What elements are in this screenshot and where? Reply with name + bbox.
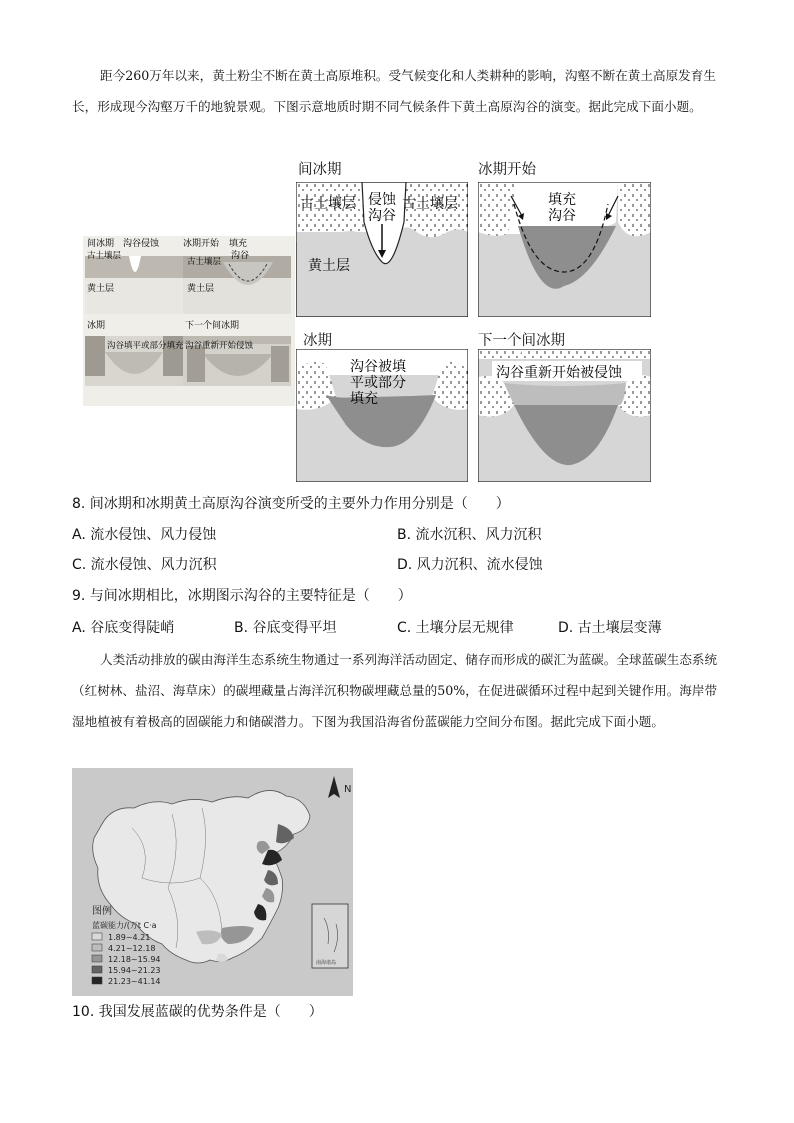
svg-text:下一个间冰期: 下一个间冰期 [185, 321, 240, 331]
svg-text:12.18~15.94: 12.18~15.94 [108, 955, 161, 964]
panel-3-center-2: 平或部分 [350, 375, 406, 391]
svg-text:填充: 填充 [229, 239, 248, 249]
question-8-option-c[interactable]: C. 流水侵蚀、风力沉积 [72, 557, 217, 573]
svg-text:沟谷填平或部分填充: 沟谷填平或部分填充 [107, 341, 184, 351]
panel-interglacial [296, 182, 468, 317]
passage-1: 距今260万年以来，黄土粉尘不断在黄土高原堆积。受气候变化和人类耕种的影响，沟壑不断在黄土高原发育生长，形成现今沟壑万千的地貌景观。下图示意地质时期不同气候条件下黄土高原沟谷的演变。据此完成下面小题。 [72, 68, 716, 114]
panel-4-title: 下一个间冰期 [478, 333, 565, 349]
question-9-option-a[interactable]: A. 谷底变得陡峭 [72, 620, 175, 636]
passage-2: 人类活动排放的碳由海洋生态系统生物通过一系列海洋活动固定、储存而形成的碳汇为蓝碳。全球蓝碳生态系统（红树林、盐沼、海草床）的碳埋藏量占海洋沉积物碳埋藏总量的50%，在促进碳循环过程中起到关键作用。海岸带湿地植被有着极高的固碳能力和储碳潜力。下图为我国沿海省份蓝碳能力空间分布图。据此完成下面小题。 [72, 652, 718, 729]
panel-1-center-1: 侵蚀 [368, 192, 396, 208]
panel-3-center-3: 填充 [350, 391, 378, 407]
svg-text:冰期: 冰期 [87, 321, 106, 331]
panel-3-title: 冰期 [303, 333, 332, 349]
panel-2-center-2: 沟谷 [548, 208, 576, 224]
legend-subtitle: 蓝碳能力/(万t C·a [92, 921, 157, 930]
question-9-stem: 9. 与间冰期相比，冰期图示沟谷的主要特征是（ ） [72, 588, 412, 604]
south-china-sea-inset [312, 904, 348, 968]
svg-text:沟谷: 沟谷 [231, 251, 250, 261]
question-9-option-d[interactable]: D. 古土壤层变薄 [558, 620, 662, 636]
question-10-stem: 10. 我国发展蓝碳的优势条件是（ ） [72, 1004, 323, 1020]
svg-text:古土壤层: 古土壤层 [402, 196, 458, 212]
svg-text:N: N [344, 784, 352, 795]
panel-2-center-1: 填充 [548, 192, 576, 208]
svg-text:冰期开始: 冰期开始 [183, 239, 220, 249]
question-8-option-a[interactable]: A. 流水侵蚀、风力侵蚀 [72, 527, 217, 543]
svg-text:黄土层: 黄土层 [308, 258, 350, 274]
svg-text:古土壤层: 古土壤层 [187, 257, 222, 267]
question-8-option-b[interactable]: B. 流水沉积、风力沉积 [397, 527, 542, 543]
svg-text:古土壤层: 古土壤层 [300, 196, 356, 212]
textbook-photo [83, 236, 295, 406]
panel-glacial [296, 349, 468, 482]
svg-text:4.21~12.18: 4.21~12.18 [108, 944, 156, 953]
blue-carbon-map [72, 768, 353, 996]
panel-3-center-1: 沟谷被填 [350, 359, 406, 375]
svg-text:15.94~21.23: 15.94~21.23 [108, 966, 161, 975]
panel-next-interglacial [478, 349, 651, 482]
svg-text:南海诸岛: 南海诸岛 [316, 960, 337, 966]
svg-text:1.89~4.21: 1.89~4.21 [108, 933, 151, 942]
svg-text:21.23~41.14: 21.23~41.14 [108, 977, 161, 986]
svg-text:古土壤层: 古土壤层 [87, 251, 122, 261]
panel-1-title: 间冰期 [298, 162, 342, 178]
svg-text:沟谷侵蚀: 沟谷侵蚀 [123, 239, 160, 249]
question-8-option-d[interactable]: D. 风力沉积、流水侵蚀 [397, 557, 543, 573]
photo-label-interglacial: 间冰期 [87, 239, 115, 249]
panel-2-title: 冰期开始 [478, 162, 536, 178]
panel-1-center-2: 沟谷 [368, 208, 396, 224]
svg-text:沟谷重新开始侵蚀: 沟谷重新开始侵蚀 [185, 341, 254, 351]
svg-text:黄土层: 黄土层 [187, 284, 215, 294]
panel-glacial-start [478, 182, 651, 317]
legend-title: 图例 [92, 906, 112, 917]
question-9-option-b[interactable]: B. 谷底变得平坦 [234, 620, 337, 636]
question-9-option-c[interactable]: C. 土壤分层无规律 [397, 620, 514, 636]
svg-text:黄土层: 黄土层 [87, 284, 115, 294]
question-8-stem: 8. 间冰期和冰期黄土高原沟谷演变所受的主要外力作用分别是（ ） [72, 496, 510, 512]
panel-4-center: 沟谷重新开始被侵蚀 [496, 365, 622, 381]
